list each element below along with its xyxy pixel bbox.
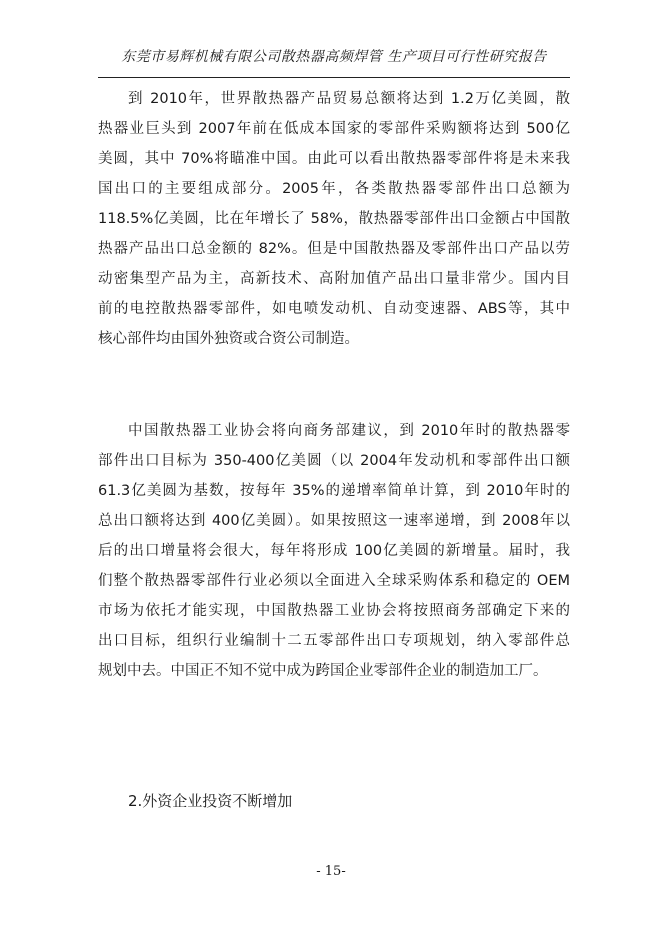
paragraph-line: 们整个散热器零部件行业必须以全面进入全球采购体系和稳定的 OEM <box>98 573 570 589</box>
paragraph-line: 美圆，其中 70%将瞄准中国。由此可以看出散热器零部件将是未来我 <box>98 151 570 167</box>
page-number: - 15- <box>316 864 346 879</box>
paragraph-line: 国出口的主要组成部分。2005年，各类散热器零部件出口总额为 <box>98 181 570 197</box>
paragraph-1 <box>98 84 570 354</box>
paragraph-line: 热器业巨头到 2007年前在低成本国家的零部件采购额将达到 500亿 <box>98 121 570 137</box>
paragraph-line: 总出口额将达到 400亿美圆）。如果按照这一速率递增，到 2008年以 <box>98 513 570 529</box>
paragraph-line: 118.5%亿美圆，比在年增长了 58%，散热器零部件出口金额占中国散 <box>98 211 570 227</box>
paragraph-line: 后的出口增量将会很大，每年将形成 100亿美圆的新增量。届时，我 <box>98 543 570 559</box>
paragraph-line: 热器产品出口总金额的 82%。但是中国散热器及零部件出口产品以劳 <box>98 241 570 257</box>
paragraph-line: 出口目标，组织行业编制十二五零部件出口专项规划，纳入零部件总 <box>98 633 570 649</box>
paragraph-line: 前的电控散热器零部件，如电喷发动机、自动变速器、ABS等，其中 <box>98 301 570 317</box>
paragraph-line: 到 2010年，世界散热器产品贸易总额将达到 1.2万亿美圆，散 <box>128 91 570 107</box>
paragraph-line: 市场为依托才能实现，中国散热器工业协会将按照商务部确定下来的 <box>98 603 570 619</box>
paragraph-line: 规划中去。中国正不知不觉中成为跨国企业零部件企业的制造加工厂。 <box>98 663 548 679</box>
paragraph-line: 动密集型产品为主，高新技术、高附加值产品出口量非常少。国内目 <box>98 271 570 287</box>
paragraph-line: 中国散热器工业协会将向商务部建议，到 2010年时的散热器零 <box>128 423 570 439</box>
running-header: 东莞市易辉机械有限公司散热器高频焊管 生产项目可行性研究报告 <box>121 49 547 65</box>
header-divider <box>98 77 570 78</box>
paragraph-line: 核心部件均由国外独资或合资公司制造。 <box>98 331 359 347</box>
paragraph-2 <box>98 416 570 686</box>
section-heading: 2.外资企业投资不断增加 <box>128 792 293 810</box>
paragraph-line: 部件出口目标为 350-400亿美圆（以 2004年发动机和零部件出口额 <box>98 453 570 469</box>
paragraph-line: 61.3亿美圆为基数，按每年 35%的递增率简单计算，到 2010年时的 <box>98 483 570 499</box>
